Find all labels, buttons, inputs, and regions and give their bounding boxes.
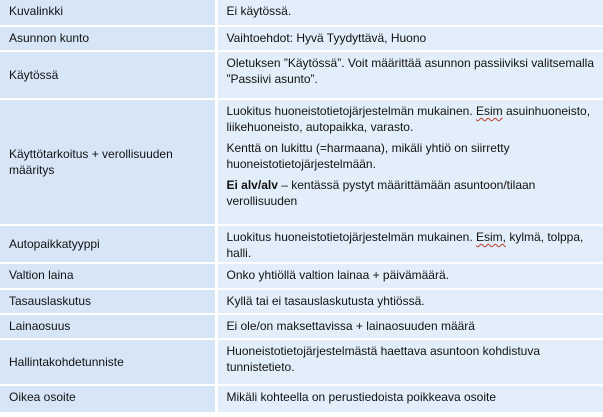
field-description: Huoneistotietojärjestelmästä haettava asuntoon kohdistuva tunnistetieto. (216, 339, 603, 385)
table-row (0, 0, 603, 26)
table-row (0, 99, 603, 225)
bold-term: Ei alv/alv (226, 178, 278, 192)
spellcheck-underlined-word: Esim (475, 104, 503, 118)
field-name: Valtion laina (0, 263, 216, 289)
field-name: Lainaosuus (0, 314, 216, 339)
field-name: Oikea osoite (0, 385, 216, 413)
spellcheck-underlined-word: Esim, (475, 230, 506, 244)
description-paragraph: Kenttä on lukittu (=harmaana), mikäli yhtiö on siirretty huoneistotietojärjestelmään. (226, 141, 510, 171)
field-name: Hallintakohdetunniste (0, 339, 216, 385)
description-paragraph: Luokitus huoneistotietojärjestelmän mukainen. Esim asuinhuoneisto, liikehuoneisto, autopaikka, varasto. (226, 104, 591, 134)
field-description: Kyllä tai ei tasauslaskutusta yhtiössä. (216, 289, 603, 314)
field-description: Ei käytössä. (216, 0, 603, 26)
field-description: Mikäli kohteella on perustiedoista poikkeava osoite (216, 385, 603, 413)
table-row (0, 314, 603, 339)
table-row (0, 26, 603, 51)
table-row (0, 289, 603, 314)
field-description (216, 99, 603, 225)
field-name: Asunnon kunto (0, 26, 216, 51)
field-description: Onko yhtiöllä valtion lainaa + päivämäärä. (216, 263, 603, 289)
field-name: Käytössä (0, 51, 216, 99)
table-row (0, 385, 603, 413)
field-description: Ei ole/on maksettavissa + lainaosuuden määrä (216, 314, 603, 339)
field-description: Oletuksen ”Käytössä”. Voit määrittää asunnon passiiviksi valitsemalla ”Passiivi asunto”. (216, 51, 603, 99)
field-description: Luokitus huoneistotietojärjestelmän mukainen. Esim, kylmä, tolppa, halli. (216, 225, 603, 263)
table-row (0, 225, 603, 263)
field-name: Tasauslaskutus (0, 289, 216, 314)
table-row (0, 51, 603, 99)
field-description: Vaihtoehdot: Hyvä Tyydyttävä, Huono (216, 26, 603, 51)
description-paragraph: Ei alv/alv – kentässä pystyt määrittämään asuntoon/tilaan verollisuuden (226, 178, 536, 208)
table-row (0, 339, 603, 385)
field-name: Käyttötarkoitus + verollisuuden määritys (0, 99, 216, 225)
field-name: Autopaikkatyyppi (0, 225, 216, 263)
table-row (0, 263, 603, 289)
field-name: Kuvalinkki (0, 0, 216, 26)
